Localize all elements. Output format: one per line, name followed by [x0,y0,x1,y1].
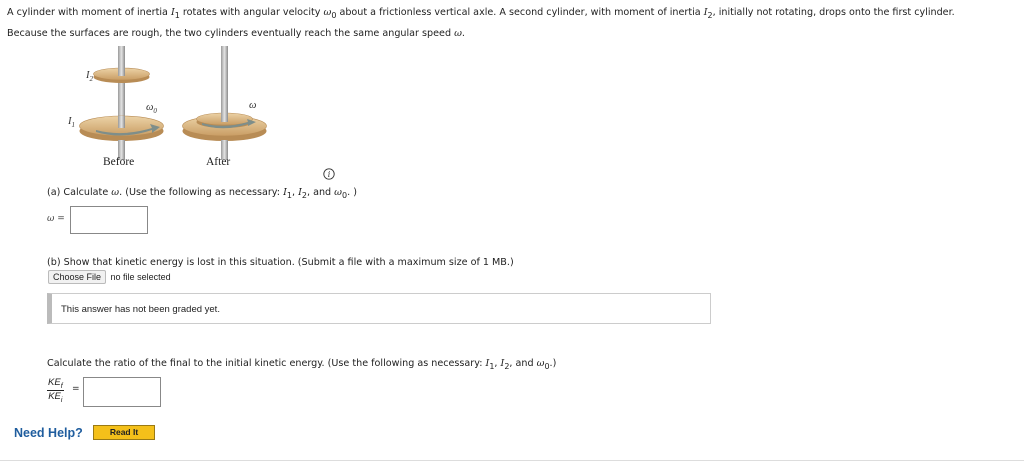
label-omega: ω [249,100,257,111]
problem-statement [7,4,1017,43]
label-I2: $I_2$ [86,70,93,84]
read-it-button[interactable]: Read It [93,425,155,440]
divider [0,460,1024,461]
ke-equals: = [72,384,80,394]
label-omega0: $\omega_0$ [146,102,157,116]
part-b-prompt: (b) Show that kinetic energy is lost in this situation. (Submit a file with a maximum size of 1 MB.) [47,257,514,268]
ke-ratio-fraction [47,377,64,404]
grading-status-text: This answer has not been graded yet. [61,304,220,315]
choose-file-button[interactable]: Choose File [48,270,106,284]
intro-line-2: Because the surfaces are rough, the two cylinders eventually reach the same angular speed ω. [7,27,465,39]
part-c-prompt: Calculate the ratio of the final to the initial kinetic energy. (Use the following as necessary: $I_1$, $I_2$, and $\omega_0$.) [47,358,557,371]
label-I1: $I_1$ [68,116,75,130]
info-icon[interactable] [323,165,335,177]
omega-label: ω = [47,214,65,224]
caption-before: Before [103,156,135,168]
ke-numerator: $KE_f$ [48,377,63,390]
need-help-label: Need Help? [14,426,83,440]
file-status: no file selected [110,272,171,282]
caption-after: After [206,156,231,168]
figure [60,44,360,179]
ke-denominator: $KE_i$ [48,390,63,404]
grading-status-box [47,293,711,324]
intro-line-1: A cylinder with moment of inertia $I_1$ rotates with angular velocity $\omega_0$ about a frictionless vertical axle. A second cylinder, with moment of inertia $I_2$, initially not rotating, drops onto the first cylinder. [7,7,955,20]
ke-ratio-input[interactable] [83,377,161,407]
part-a-prompt: (a) Calculate ω. (Use the following as necessary: $I_1$, $I_2$, and $\omega_0$. ) [47,187,357,200]
svg-text:i: i [327,170,331,179]
omega-answer-input[interactable] [70,206,148,234]
file-upload [48,272,171,282]
